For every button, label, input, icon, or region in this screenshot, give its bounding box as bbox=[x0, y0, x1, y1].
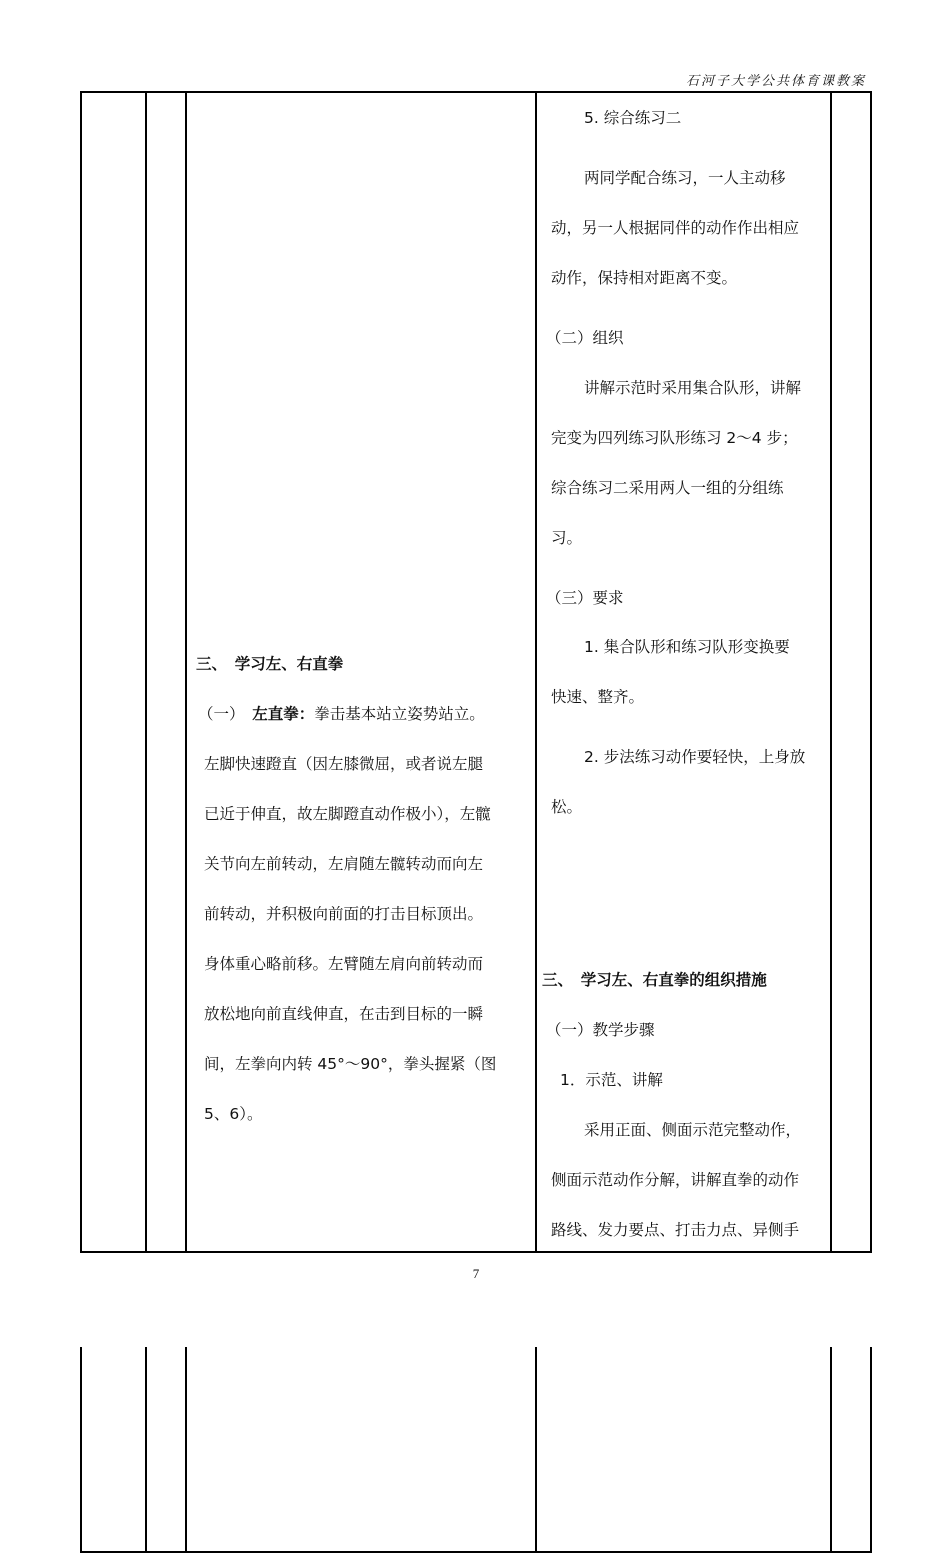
right-line-9: 习。 bbox=[551, 529, 583, 547]
left-para-line-9: 5、6）。 bbox=[204, 1105, 263, 1123]
right-line-13: 2. 步法练习动作要轻快，上身放 bbox=[584, 748, 806, 766]
left-para-bold: 左直拳： bbox=[252, 705, 315, 723]
left-para-line-1 bbox=[198, 704, 485, 724]
right-line-5: （二）组织 bbox=[546, 329, 624, 347]
left-heading: 三、 学习左、右直拳 bbox=[196, 655, 344, 673]
right-line-8: 综合练习二采用两人一组的分组练 bbox=[551, 479, 784, 497]
right-step-line-4: 侧面示范动作分解，讲解直拳的动作 bbox=[551, 1171, 800, 1189]
right-line-2: 两同学配合练习，一人主动移 bbox=[584, 169, 786, 187]
left-para-line-4: 关节向左前转动，左肩随左髋转动而向左 bbox=[204, 855, 484, 873]
left-para-line-3: 已近于伸直，故左脚蹬直动作极小），左髋 bbox=[204, 805, 491, 823]
left-para-text: 拳击基本站立姿势站立。 bbox=[314, 705, 485, 723]
left-para-line-5: 前转动，并积极向前面的打击目标顶出。 bbox=[204, 905, 484, 923]
page-header: 石河子大学公共体育课教案 bbox=[685, 74, 866, 89]
right-line-4: 动作，保持相对距离不变。 bbox=[551, 269, 738, 287]
right-line-7: 完变为四列练习队形练习 2～4 步； bbox=[551, 429, 798, 447]
left-para-line-7: 放松地向前直线伸直，在击到目标的一瞬 bbox=[204, 1005, 484, 1023]
right-step-line-1: （一）教学步骤 bbox=[546, 1021, 655, 1039]
left-para-line-6: 身体重心略前移。左臂随左肩向前转动而 bbox=[204, 955, 484, 973]
right-line-1: 5. 综合练习二 bbox=[584, 109, 682, 127]
right-line-14: 松。 bbox=[551, 798, 583, 816]
right-step-line-5: 路线、发力要点、打击力点、异侧手 bbox=[551, 1221, 800, 1239]
right-line-12: 快速、整齐。 bbox=[551, 688, 645, 706]
right-step-line-3: 采用正面、侧面示范完整动作， bbox=[584, 1121, 802, 1139]
left-para-prefix: （一） bbox=[198, 705, 253, 723]
right-step-line-2: 1．示范、讲解 bbox=[560, 1071, 663, 1089]
right-line-10: （三）要求 bbox=[546, 589, 624, 607]
left-para-line-2: 左脚快速蹬直（因左膝微屈，或者说左腿 bbox=[204, 755, 484, 773]
right-line-3: 动，另一人根据同伴的动作作出相应 bbox=[551, 219, 800, 237]
right-line-11: 1. 集合队形和练习队形变换要 bbox=[584, 638, 790, 656]
left-para-line-8: 间，左拳向内转 45°～90°，拳头握紧（图 bbox=[204, 1055, 497, 1073]
page-number: 7 bbox=[472, 1266, 480, 1281]
right-line-6: 讲解示范时采用集合队形，讲解 bbox=[584, 379, 802, 397]
right-heading: 三、 学习左、右直拳的组织措施 bbox=[542, 971, 767, 989]
